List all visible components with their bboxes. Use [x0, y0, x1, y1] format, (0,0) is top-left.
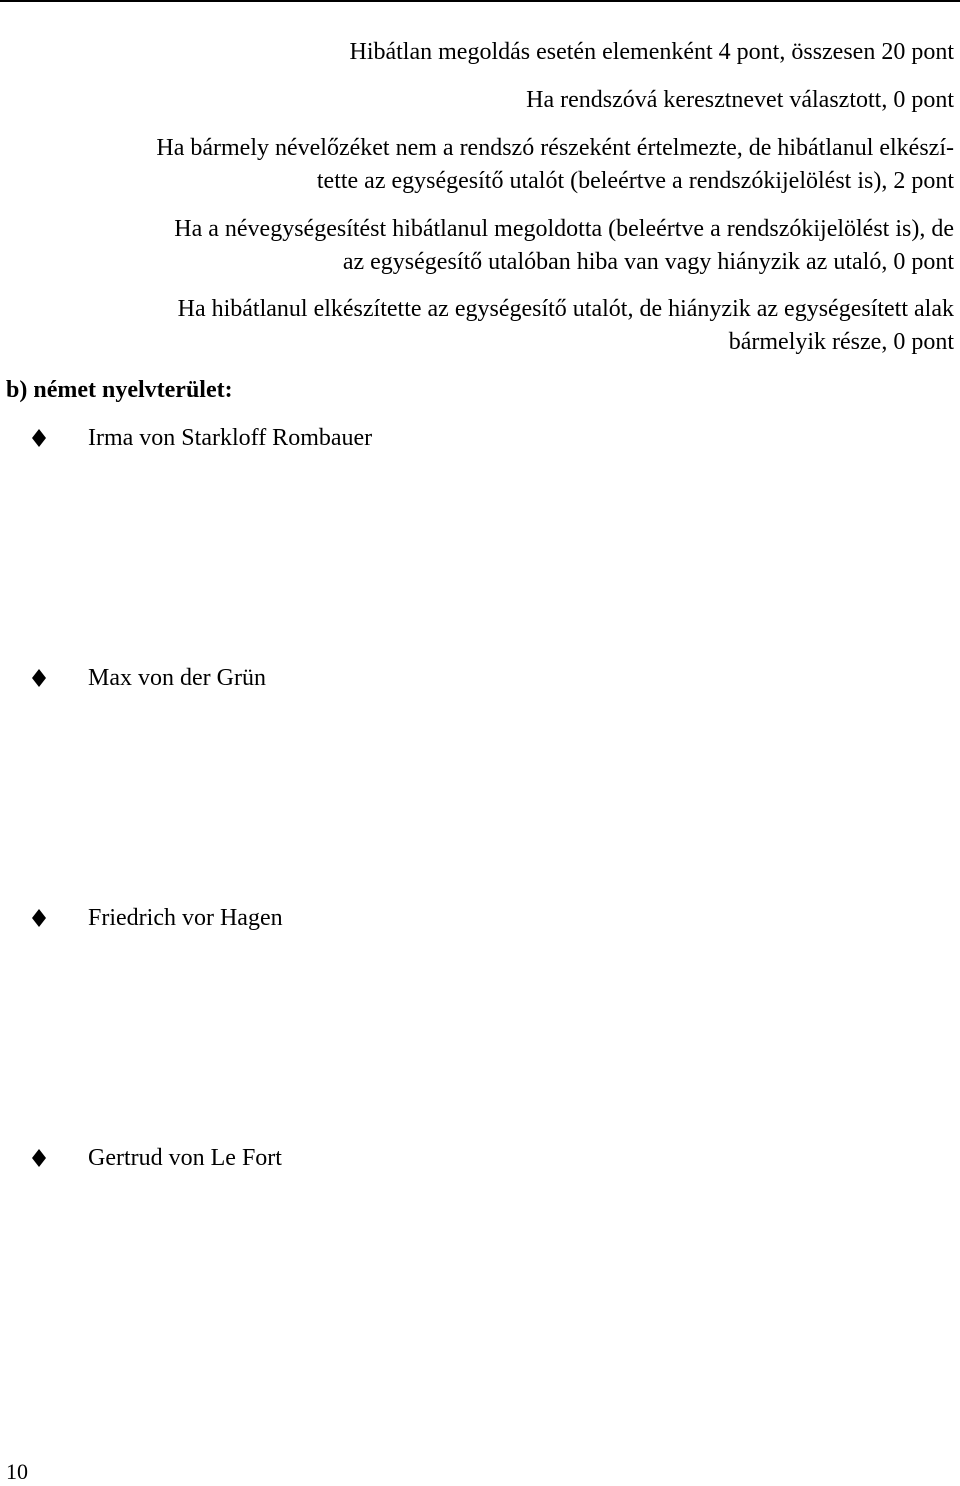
scoring-total: Hibátlan megoldás esetén elemenként 4 pont, összesen 20 pont [349, 39, 954, 65]
scoring-rule-article-line2: tette az egységesítő utalót (beleértve a rendszókijelölést is), 2 pont [316, 168, 954, 194]
scoring-rule-missing-line2: bármelyik része, 0 pont [728, 329, 954, 355]
scoring-rule-missing-line1: Ha hibátlanul elkészítette az egységesítő utalót, de hiányzik az egységesített alak [177, 296, 954, 322]
list-item-label: Irma von Starkloff Rombauer [88, 425, 373, 451]
scoring-rule-unify-line2: az egységesítő utalóban hiba van vagy hiányzik az utaló, 0 pont [342, 249, 954, 275]
section-heading: b) német nyelvterület: [6, 377, 233, 403]
scoring-rule-first-name: Ha rendszóvá keresztnevet választott, 0 pont [526, 87, 954, 113]
scoring-rule-unify-line1: Ha a névegységesítést hibátlanul megoldotta (beleértve a rendszókijelölést is), de [174, 216, 954, 242]
diamond-bullet-icon [32, 663, 46, 693]
list-item-label: Max von der Grün [88, 665, 266, 691]
top-rule [0, 0, 960, 2]
page-number: 10 [6, 1459, 28, 1484]
diamond-bullet-icon [32, 903, 46, 933]
scoring-rule-article-line1: Ha bármely névelőzéket nem a rendszó részeként értelmezte, de hibátlanul elkészí- [156, 135, 954, 161]
diamond-bullet-icon [32, 423, 46, 453]
list-item-label: Friedrich vor Hagen [88, 905, 283, 931]
diamond-bullet-icon [32, 1143, 46, 1173]
list-item-label: Gertrud von Le Fort [88, 1145, 282, 1171]
